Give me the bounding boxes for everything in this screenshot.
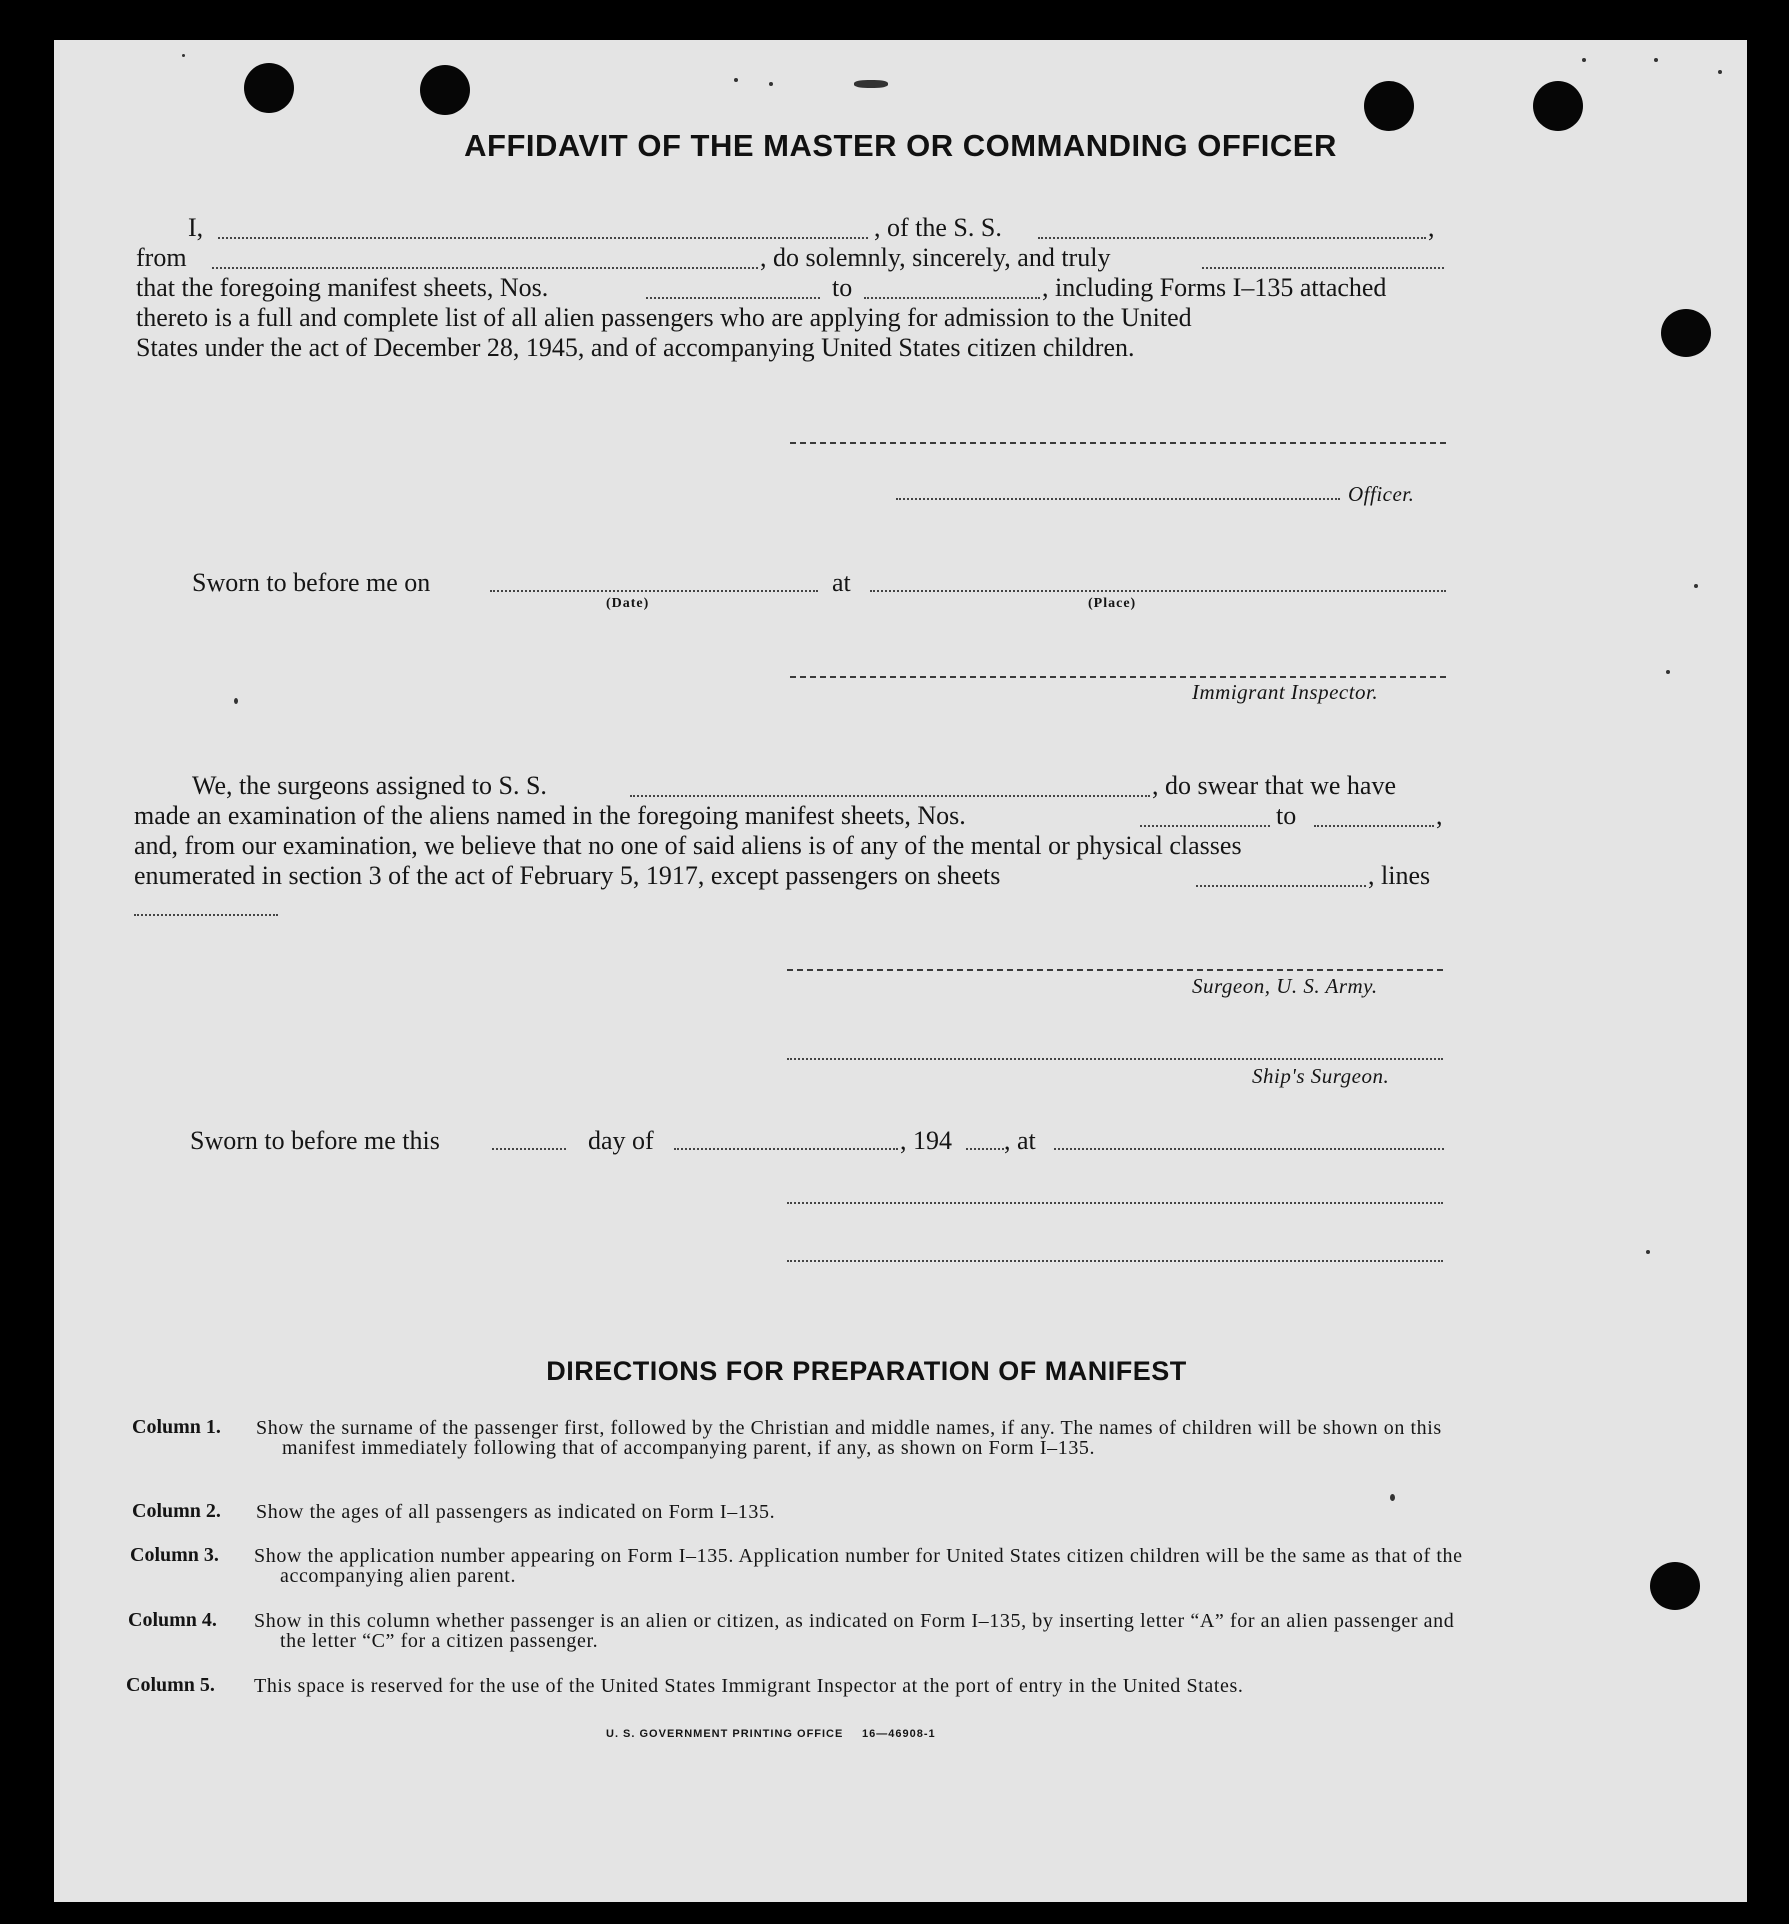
- directions-title: DIRECTIONS FOR PREPARATION OF MANIFEST: [546, 1356, 1187, 1386]
- surgeons-text-line3: and, from our examination, we believe that no one of said aliens is of any of the mental or physical classes: [134, 831, 1242, 860]
- surgeons-sworn-prefix: Sworn to before me this: [190, 1126, 440, 1155]
- surgeons-sheet-from-field[interactable]: [1140, 825, 1270, 827]
- direction-text-5: This space is reserved for the use of the United States Immigrant Inspector at the port of entry in the United States.: [254, 1675, 1244, 1697]
- surgeons-text-line2: made an examination of the aliens named in the foregoing manifest sheets, Nos.: [134, 801, 966, 830]
- officer-signature-line-2[interactable]: [896, 498, 1340, 500]
- sworn-prefix: Sworn to before me on: [192, 568, 431, 597]
- punch-hole-right-lower: [1650, 1562, 1700, 1610]
- printer-imprint: U. S. GOVERNMENT PRINTING OFFICE: [606, 1728, 844, 1740]
- ship-name-field[interactable]: [1038, 237, 1426, 239]
- sworn-year-field[interactable]: [966, 1148, 1004, 1150]
- affidavit-text-line4: thereto is a full and complete list of all alien passengers who are applying for admission to the United: [136, 303, 1192, 332]
- affidavit-manifest-text: that the foregoing manifest sheets, Nos.: [136, 273, 549, 302]
- except-lines-field[interactable]: [134, 914, 278, 916]
- immigrant-inspector-label: Immigrant Inspector.: [1192, 680, 1379, 704]
- punch-hole-top-right-1: [1364, 81, 1414, 131]
- master-name-field[interactable]: [218, 237, 868, 239]
- direction-label-5: Column 5.: [126, 1674, 215, 1696]
- army-surgeon-signature-line[interactable]: [787, 969, 1443, 971]
- sworn-place-field[interactable]: [870, 590, 1446, 592]
- punch-hole-top-left-1: [244, 63, 294, 113]
- sworn-day-field[interactable]: [492, 1148, 566, 1150]
- direction-label-2: Column 2.: [132, 1500, 221, 1522]
- punch-hole-right-upper: [1661, 309, 1711, 357]
- punch-hole-top-left-2: [420, 65, 470, 115]
- place-caption: (Place): [1088, 596, 1137, 611]
- affidavit-i-label: I,: [188, 213, 204, 242]
- inspector-signature-line-2a[interactable]: [787, 1202, 1443, 1204]
- surgeons-text-line4: enumerated in section 3 of the act of February 5, 1917, except passengers on sheets: [134, 861, 1001, 890]
- direction-text-4: Show in this column whether passenger is an alien or citizen, as indicated on Form I–135, by inserting letter “A” for an alien passenger and the letter “C” for a citizen passenger.: [254, 1610, 1455, 1652]
- inspector-signature-line[interactable]: [790, 676, 1446, 678]
- direction-text-1: Show the surname of the passenger first, followed by the Christian and middle names, if any. The names of children will be shown on this manifest immediately following that of accompanying parent, if any, as shown on Form I–135.: [256, 1417, 1442, 1459]
- direction-text-3: Show the application number appearing on Form I–135. Application number for United States citizen children will be the same as that of the accompanying alien parent.: [254, 1545, 1463, 1587]
- direction-label-1: Column 1.: [132, 1416, 221, 1438]
- form-number: 16—46908-1: [862, 1728, 936, 1740]
- affidavit-solemnly-text: , do solemnly, sincerely, and truly: [760, 243, 1111, 272]
- surgeons-sheet-to-field[interactable]: [1314, 825, 1434, 827]
- officer-signature-line-1[interactable]: [790, 442, 1446, 444]
- oath-field[interactable]: [1202, 267, 1444, 269]
- punch-hole-top-right-2: [1533, 81, 1583, 131]
- direction-text-2: Show the ages of all passengers as indicated on Form I–135.: [256, 1501, 776, 1523]
- ships-surgeon-signature-line[interactable]: [787, 1058, 1443, 1060]
- sworn-month-field[interactable]: [674, 1148, 898, 1150]
- document-page: AFFIDAVIT OF THE MASTER OR COMMANDING OFFICER I, , of the S. S. , from , do solemnly, sincerely, and truly that the foregoing manifest sheets, Nos. to , including Forms I–135 attached thereto is a full and complete list of all alien passengers who are applying for admission to the United States under the act of December 28, 1945, and of accompanying United States citizen children. Officer. Sworn to before me on at (Date) (Place) Immigrant Inspector. We, the surgeons assigned to S. S. , do swear that we have made an examination of the aliens named in the foregoing manifest sheets, Nos. to , and, from our examination, we believe that no one of said aliens is of any of the mental or physical classes enumerated in section 3 of the act of February 5, 1917, except passengers on sheets , lines Surgeon, U. S. Army. Ship's Surgeon. Sworn to before me this day of , 194 , at DIRECTIONS FOR PREPARATION OF MANIFEST Column 1. Show the surname of the passenger first, followed by the Christian and middle names, if any. The names of children will be shown on this manifest immediately following that of accompanying parent, if any, as shown on Form I–135. Column 2. Show the ages of all passengers as indicated on Form I–135. Column 3. Show the application number appearing on Form I–135. Application number for United States citizen children will be the same as that of the accompanying alien parent. Column 4. Show in this column whether passenger is an alien or citizen, as indicated on Form I–135, by inserting letter “A” for an alien passenger and the letter “C” for a citizen passenger. Column 5. This space is reserved for the use of the United States Immigrant Inspector at the port of entry in the United States. U. S. GOVERNMENT PRINTING OFFICE 16—46908-1: [54, 40, 1747, 1902]
- affidavit-title: AFFIDAVIT OF THE MASTER OR COMMANDING OFFICER: [464, 128, 1337, 163]
- affidavit-text-line5: States under the act of December 28, 1945, and of accompanying United States citizen children.: [136, 333, 1135, 362]
- from-port-field[interactable]: [212, 267, 758, 269]
- direction-label-4: Column 4.: [128, 1609, 217, 1631]
- manifest-sheet-from-field[interactable]: [646, 297, 820, 299]
- manifest-sheet-to-field[interactable]: [864, 297, 1040, 299]
- inspector-signature-line-2b[interactable]: [787, 1260, 1443, 1262]
- ships-surgeon-label: Ship's Surgeon.: [1252, 1064, 1390, 1088]
- surgeons-ship-field[interactable]: [630, 795, 1150, 797]
- sworn-at-field[interactable]: [1054, 1148, 1444, 1150]
- except-sheets-field[interactable]: [1196, 885, 1366, 887]
- date-caption: (Date): [606, 596, 650, 611]
- officer-label: Officer.: [1348, 482, 1415, 506]
- sworn-date-field[interactable]: [490, 590, 818, 592]
- direction-label-3: Column 3.: [130, 1544, 219, 1566]
- army-surgeon-label: Surgeon, U. S. Army.: [1192, 974, 1378, 998]
- surgeons-text-line1: We, the surgeons assigned to S. S.: [192, 771, 547, 800]
- affidavit-of-ss-label: , of the S. S.: [874, 213, 1002, 242]
- affidavit-from-label: from: [136, 243, 187, 272]
